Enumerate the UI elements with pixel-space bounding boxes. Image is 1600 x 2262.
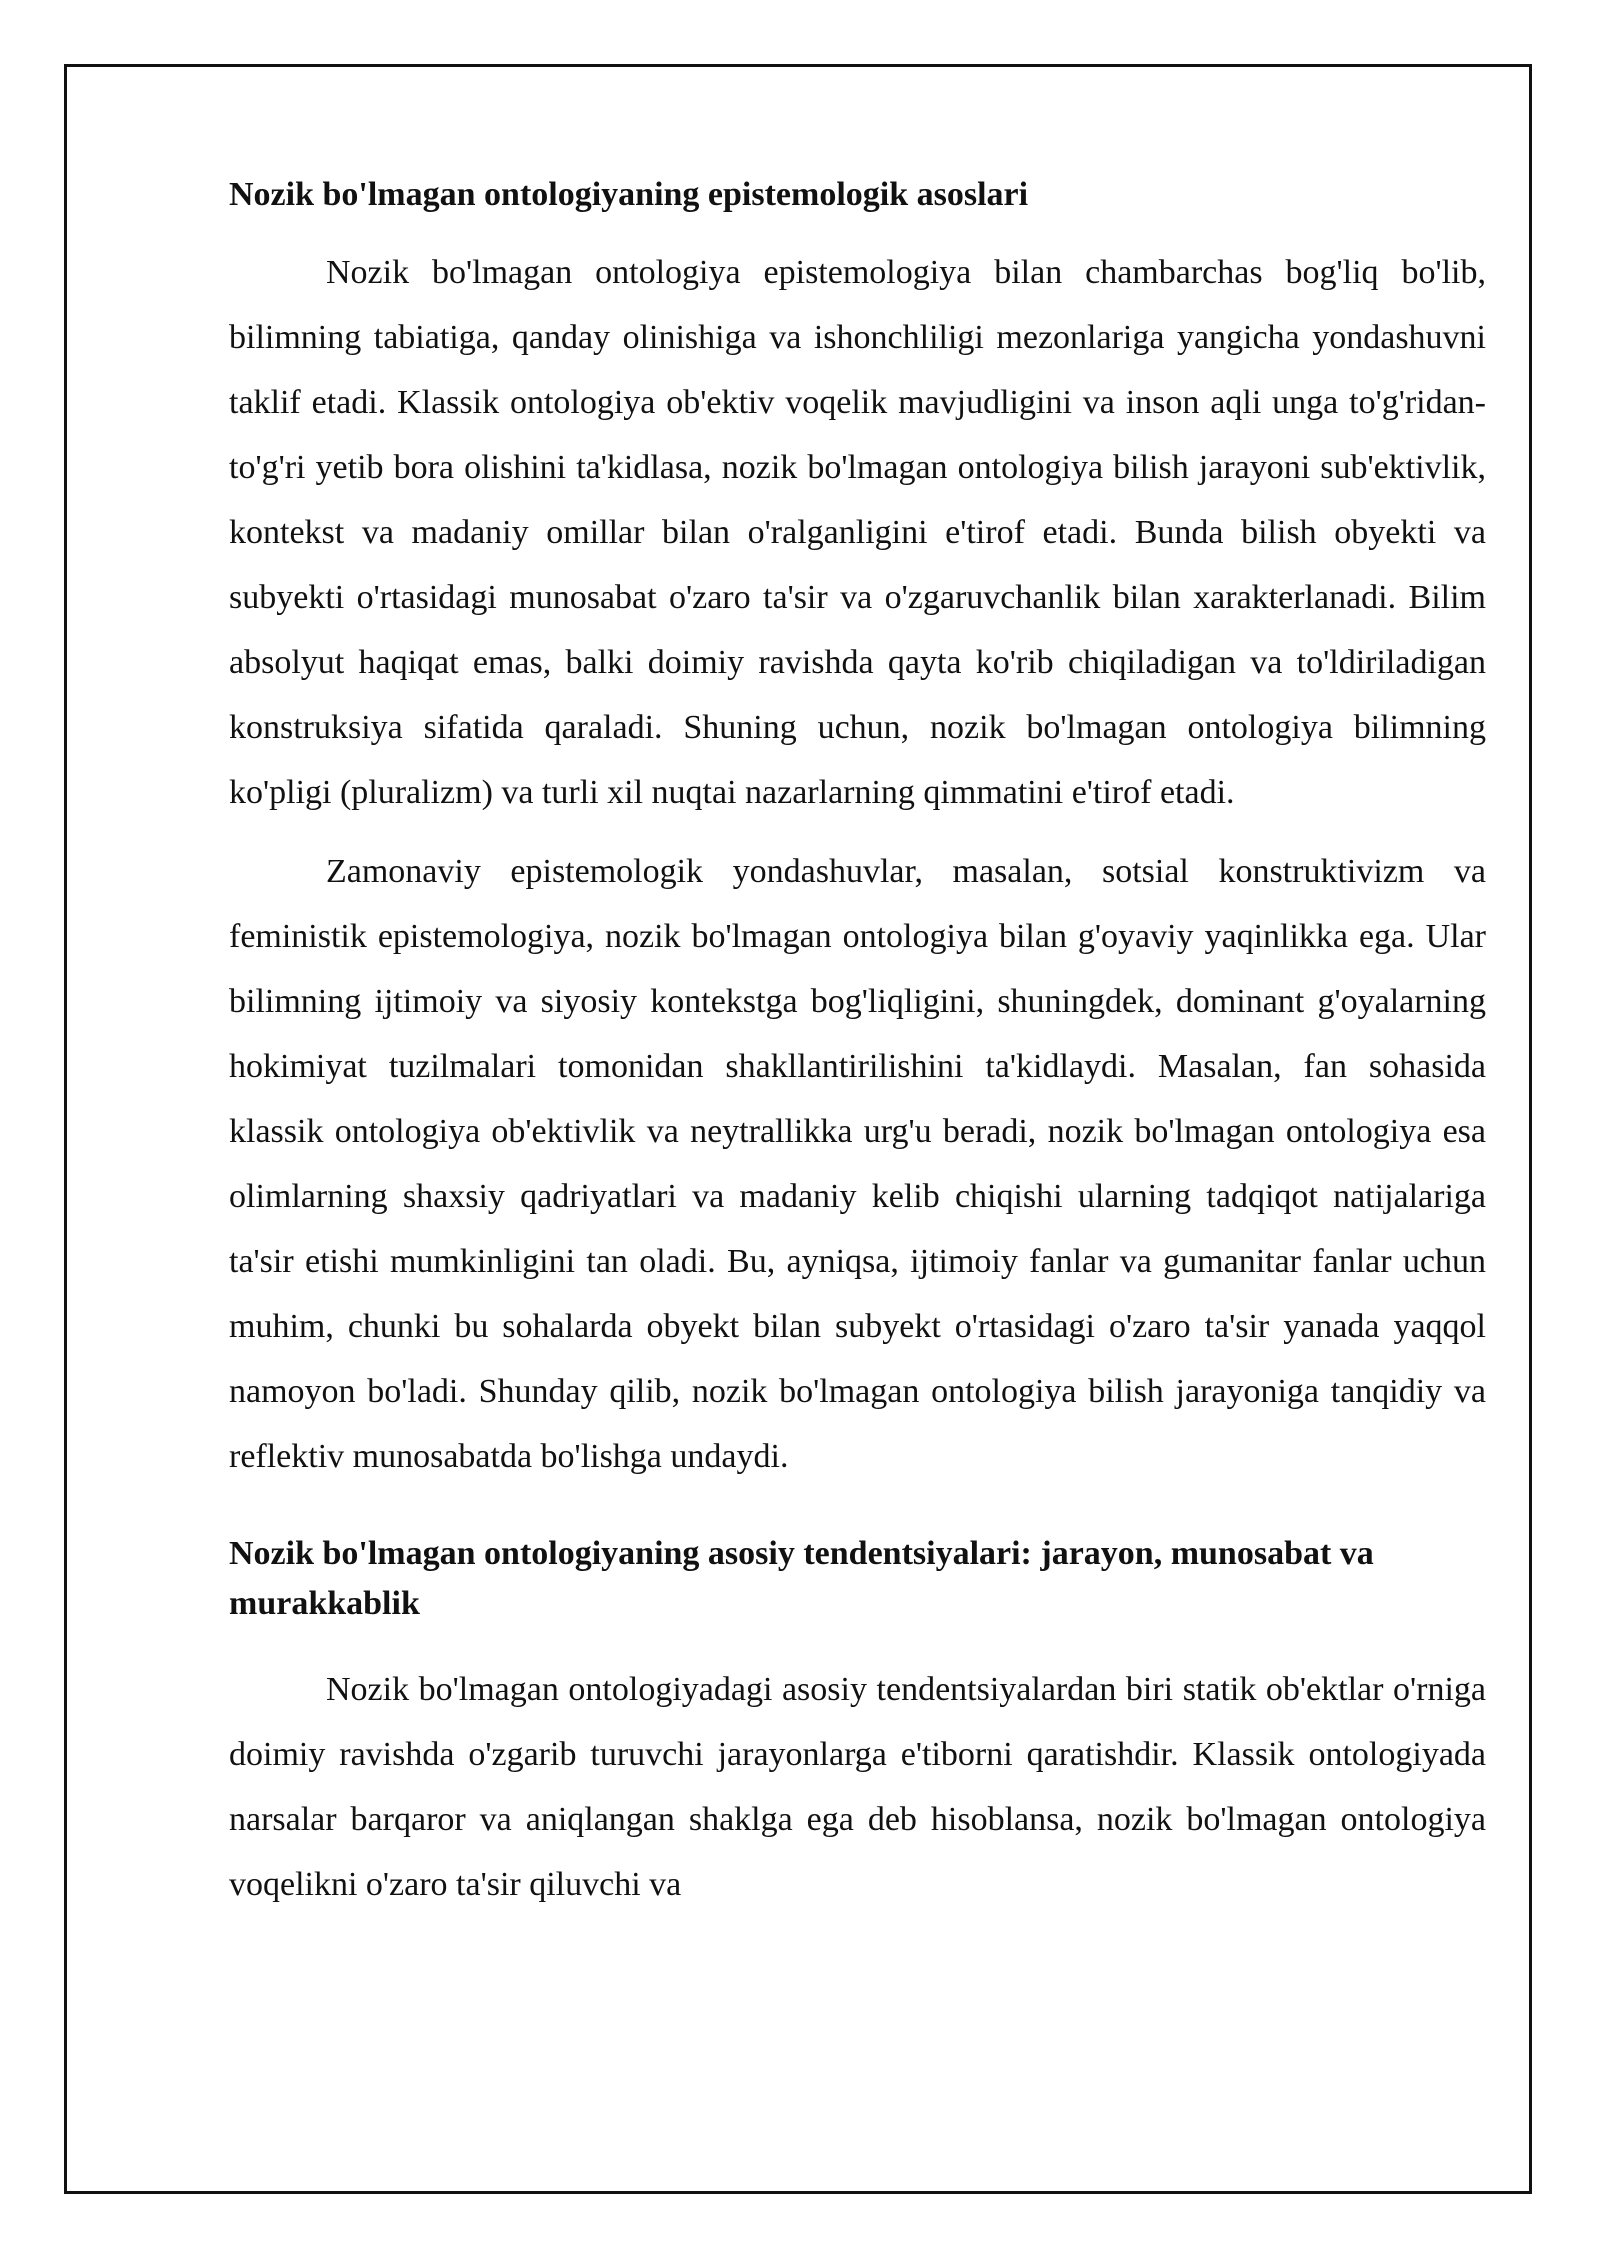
document-body [229,170,1486,1931]
section-heading-main-tendencies: Nozik bo'lmagan ontologiyaning asosiy tendentsiyalari: jarayon, munosabat va murakkablik [229,1535,1374,1622]
paragraph: Nozik bo'lmagan ontologiya epistemologiya bilan chambarchas bog'liq bo'lib, bilimning tabiatiga, qanday olinishiga va ishonchliligi mezonlariga yangicha yondashuvni taklif etadi. Klassik ontologiya ob'ektiv voqelik mavjudligini va inson aqli unga to'g'ridan-to'g'ri yetib bora olishini ta'kidlasa, nozik bo'lmagan ontologiya bilish jarayoni sub'ektivlik, kontekst va madaniy omillar bilan o'ralganligini e'tirof etadi. Bunda bilish obyekti va subyekti o'rtasidagi munosabat o'zaro ta'sir va o'zgaruvchanlik bilan xarakterlanadi. Bilim absolyut haqiqat emas, balki doimiy ravishda qayta ko'rib chiqiladigan va to'ldiriladigan konstruksiya sifatida qaraladi. Shuning uchun, nozik bo'lmagan ontologiya bilimning ko'pligi (pluralizm) va turli xil nuqtai nazarlarning qimmatini e'tirof etadi. [229,254,1486,811]
section-heading-epistemological-foundations: Nozik bo'lmagan ontologiyaning epistemologik asoslari [229,176,1029,213]
paragraph: Zamonaviy epistemologik yondashuvlar, masalan, sotsial konstruktivizm va feministik epistemologiya, nozik bo'lmagan ontologiya bilan g'oyaviy yaqinlikka ega. Ular bilimning ijtimoiy va siyosiy kontekstga bog'liqligini, shuningdek, dominant g'oyalarning hokimiyat tuzilmalari tomonidan shakllantirilishini ta'kidlaydi. Masalan, fan sohasida klassik ontologiya ob'ektivlik va neytrallikka urg'u beradi, nozik bo'lmagan ontologiya esa olimlarning shaxsiy qadriyatlari va madaniy kelib chiqishi ularning tadqiqot natijalariga ta'sir etishi mumkinligini tan oladi. Bu, ayniqsa, ijtimoiy fanlar va gumanitar fanlar uchun muhim, chunki bu sohalarda obyekt bilan subyekt o'rtasidagi o'zaro ta'sir yanada yaqqol namoyon bo'ladi. Shunday qilib, nozik bo'lmagan ontologiya bilish jarayoniga tanqidiy va reflektiv munosabatda bo'lishga undaydi. [229,853,1486,1475]
paragraph: Nozik bo'lmagan ontologiyadagi asosiy tendentsiyalardan biri statik ob'ektlar o'rniga doimiy ravishda o'zgarib turuvchi jarayonlarga e'tiborni qaratishdir. Klassik ontologiyada narsalar barqaror va aniqlangan shaklga ega deb hisoblansa, nozik bo'lmagan ontologiya voqelikni o'zaro ta'sir qiluvchi va [229,1671,1486,1903]
